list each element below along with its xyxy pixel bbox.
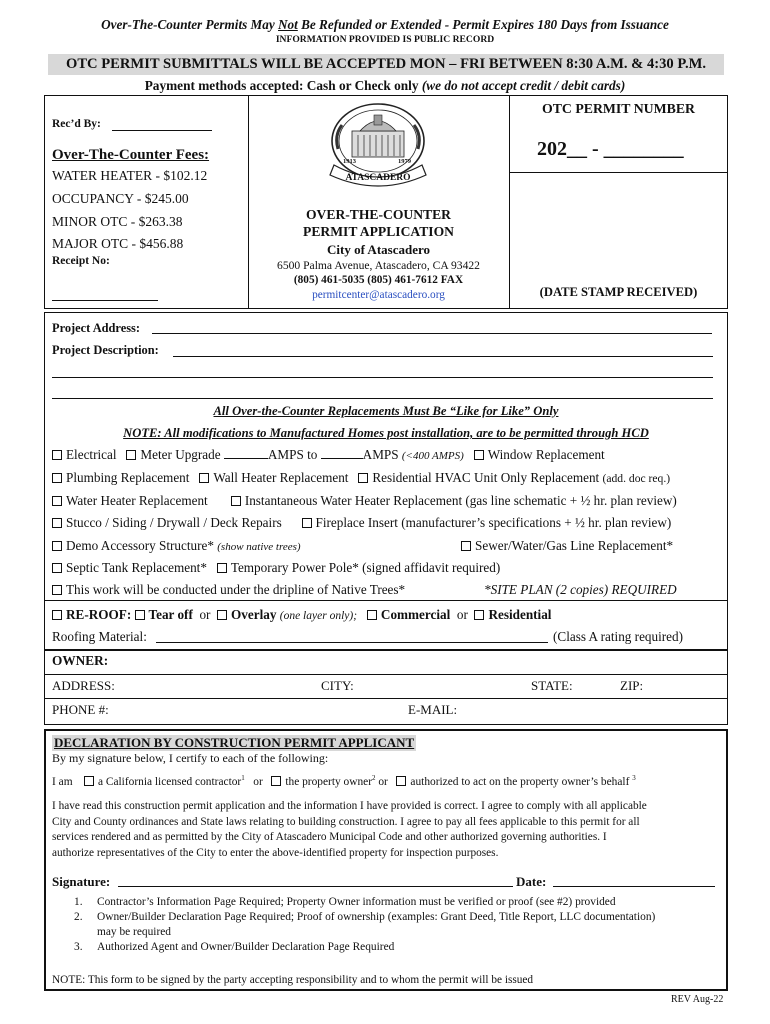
- footnote-1-marker: 1: [241, 774, 245, 782]
- stucco-label: Stucco / Siding / Drywall / Deck Repairs: [66, 515, 282, 530]
- owner-phone-label: PHONE #:: [52, 702, 109, 717]
- replacement-row-1: [52, 447, 605, 463]
- property-owner-checkbox[interactable]: [271, 776, 281, 786]
- payment-methods-note: (we do not accept credit / debit cards): [421, 78, 626, 93]
- replacement-row-5: [52, 538, 301, 554]
- plumbing-label: Plumbing Replacement: [66, 470, 190, 485]
- owner-city-label: CITY:: [321, 678, 354, 693]
- list-item-2-cont: may be required: [97, 926, 172, 938]
- list-item-2: Owner/Builder Declaration Page Required; Proof of ownership (examples: Grant Deed, Title Report, LLC documentation): [97, 911, 656, 923]
- power-pole-checkbox[interactable]: [217, 563, 227, 573]
- tear-off-label: Tear off: [148, 607, 193, 622]
- project-description-label: Project Description:: [52, 343, 159, 357]
- commercial-checkbox[interactable]: [367, 610, 377, 620]
- residential-checkbox[interactable]: [474, 610, 484, 620]
- permit-number-label: OTC PERMIT NUMBER: [541, 101, 696, 116]
- owner-zip-label: ZIP:: [620, 678, 644, 693]
- licensed-contractor-checkbox[interactable]: [84, 776, 94, 786]
- stucco-checkbox[interactable]: [52, 518, 62, 528]
- form-title-line1: OVER-THE-COUNTER: [305, 207, 451, 222]
- applicant-type-row: [52, 774, 636, 788]
- i-am-label: I am: [52, 775, 73, 788]
- fireplace-label: Fireplace Insert (manufacturer’s specifications + ½ hr. plan review): [315, 515, 672, 530]
- recd-by-label: Rec’d By:: [52, 118, 101, 130]
- footnote-2-marker: 2: [372, 774, 376, 782]
- declaration-title-text: DECLARATION BY CONSTRUCTION PERMIT APPLICANT: [54, 735, 415, 750]
- fee-minor-otc: MINOR OTC - $263.38: [52, 214, 183, 229]
- applicant-or-2: or: [378, 775, 388, 788]
- reroof-row: RE-ROOF: Tear off or Overlay (one layer only); Commercial or Residential: [52, 607, 551, 623]
- owner-address-label: ADDRESS:: [52, 678, 115, 693]
- receipt-no-label: Receipt No:: [52, 255, 110, 267]
- declaration-intro: By my signature below, I certify to each of the following:: [52, 751, 329, 765]
- septic-tank-label: Septic Tank Replacement*: [66, 560, 207, 575]
- meter-amps-to-field[interactable]: [321, 448, 363, 459]
- list-number-1: 1.: [74, 896, 83, 908]
- city-email-link[interactable]: permitcenter@atascadero.org: [312, 289, 445, 301]
- replacements-heading: All Over-the-Counter Replacements Must Be “Like for Like” Only: [213, 404, 559, 418]
- demo-structure-checkbox[interactable]: [52, 541, 62, 551]
- demo-structure-note: (show native trees): [217, 541, 301, 553]
- roofing-material-note: (Class A rating required): [553, 629, 684, 644]
- city-seal: [312, 101, 445, 193]
- hvac-note: (add. doc req.): [602, 472, 671, 485]
- submittal-banner: [48, 54, 724, 75]
- date-stamp-label: (DATE STAMP RECEIVED): [539, 285, 698, 299]
- owner-state-label: STATE:: [531, 678, 573, 693]
- payment-methods: [0, 78, 770, 94]
- fees-title: Over-The-Counter Fees:: [52, 147, 210, 163]
- meter-amps-to-label: AMPS to: [267, 447, 321, 462]
- sewer-row: [461, 538, 673, 554]
- footnote-3-marker: 3: [632, 774, 636, 782]
- reroof-label: RE-ROOF: [66, 607, 127, 622]
- property-owner-label: the property owner: [285, 775, 372, 788]
- authorized-agent-checkbox[interactable]: [396, 776, 406, 786]
- signature-field[interactable]: [118, 886, 513, 887]
- project-description-line3[interactable]: [52, 398, 713, 399]
- reroof-checkbox[interactable]: [52, 610, 62, 620]
- list-item-3: Authorized Agent and Owner/Builder Declaration Page Required: [97, 941, 395, 953]
- plumbing-checkbox[interactable]: [52, 473, 62, 483]
- instant-water-heater-checkbox[interactable]: [231, 496, 241, 506]
- city-phone: (805) 461-5035 (805) 461-7612 FAX: [293, 274, 464, 286]
- project-description-line2[interactable]: [52, 377, 713, 378]
- header-notice-pre: Over-The-Counter Permits May: [101, 17, 279, 32]
- window-replacement-checkbox[interactable]: [474, 450, 484, 460]
- list-number-2: 2.: [74, 911, 83, 923]
- seal-banner-text: ATASCADERO: [345, 173, 411, 183]
- list-number-3: 3.: [74, 941, 83, 953]
- replacement-row-7: [52, 582, 405, 598]
- owner-label: OWNER:: [52, 653, 109, 668]
- payment-methods-text: Payment methods accepted: Cash or Check only: [144, 78, 422, 93]
- licensed-contractor-label: a California licensed contractor: [97, 775, 242, 788]
- replacement-row-4: [52, 515, 671, 531]
- declaration-title: [52, 735, 416, 751]
- revision-label: REV Aug-22: [671, 994, 724, 1005]
- seal-year-right: 1979: [398, 158, 411, 165]
- window-replacement-label: Window Replacement: [487, 447, 605, 462]
- reroof-or-1: or: [199, 607, 211, 622]
- signature-label: Signature:: [52, 874, 111, 889]
- meter-upgrade-label: Meter Upgrade: [140, 447, 224, 462]
- demo-structure-label: Demo Accessory Structure*: [66, 538, 218, 553]
- overlay-label: Overlay: [231, 607, 277, 622]
- signing-note: NOTE: This form to be signed by the party accepting responsibility and to whom the permit will be issued: [52, 974, 534, 986]
- replacement-row-2: [52, 470, 670, 486]
- authorized-agent-label: authorized to act on the property owner’s behalf: [410, 775, 630, 788]
- owner-email-label: E-MAIL:: [408, 702, 458, 717]
- fee-occupancy: OCCUPANCY - $245.00: [52, 191, 189, 206]
- roofing-material-row: [52, 629, 147, 645]
- seal-year-left: 1913: [343, 158, 356, 165]
- fireplace-checkbox[interactable]: [302, 518, 312, 528]
- recd-by-line[interactable]: [112, 130, 212, 131]
- date-field[interactable]: [553, 886, 715, 887]
- instant-water-heater-label: Instantaneous Water Heater Replacement (gas line schematic + ½ hr. plan review): [244, 493, 677, 508]
- reroof-or-2: or: [456, 607, 468, 622]
- site-plan-note: *SITE PLAN (2 copies) REQUIRED: [484, 582, 677, 597]
- power-pole-label: Temporary Power Pole* (signed affidavit required): [230, 560, 501, 575]
- residential-label: Residential: [488, 607, 552, 622]
- overlay-checkbox[interactable]: [217, 610, 227, 620]
- dripline-checkbox[interactable]: [52, 585, 62, 595]
- declaration-paragraph: [52, 799, 724, 861]
- hvac-checkbox[interactable]: [358, 473, 368, 483]
- sewer-checkbox[interactable]: [461, 541, 471, 551]
- header-notice: [0, 17, 770, 33]
- declaration-paragraph-line-2: City and County ordinances and State laws relating to building construction. I agree to pay all fees applicable to this permit for all: [52, 815, 640, 828]
- meter-upgrade-checkbox[interactable]: [126, 450, 136, 460]
- water-heater-checkbox[interactable]: [52, 496, 62, 506]
- replacement-row-3: [52, 493, 677, 509]
- tear-off-checkbox[interactable]: [135, 610, 145, 620]
- electrical-label: Electrical: [66, 447, 117, 462]
- city-name: City of Atascadero: [326, 242, 431, 257]
- permit-number-field[interactable]: 202__ - ________: [537, 138, 684, 160]
- septic-tank-checkbox[interactable]: [52, 563, 62, 573]
- meter-amps-label: AMPS: [362, 447, 402, 462]
- form-title-line2: PERMIT APPLICATION: [303, 224, 454, 239]
- header-notice-not: Not: [278, 17, 298, 32]
- hvac-label: Residential HVAC Unit Only Replacement: [372, 470, 603, 485]
- declaration-paragraph-line-3: services rendered and as permitted by the City of Atascadero Municipal Code and other authorized governing authorities. I: [52, 831, 607, 843]
- project-address-label: Project Address:: [52, 321, 140, 335]
- replacement-row-6: [52, 560, 500, 576]
- declaration-paragraph-line-4: authorize representatives of the City to enter the above-identified property for inspection purposes.: [52, 846, 499, 859]
- wall-heater-label: Wall Heater Replacement: [213, 470, 349, 485]
- commercial-label: Commercial: [380, 607, 451, 622]
- project-address-field[interactable]: [152, 333, 712, 334]
- fee-major-otc: MAJOR OTC - $456.88: [52, 236, 184, 251]
- roofing-material-field[interactable]: [156, 642, 548, 643]
- list-item-1: Contractor’s Information Page Required; Property Owner information must be verified or proof (see #2) provided: [97, 896, 616, 908]
- project-description-field[interactable]: [173, 356, 713, 357]
- sewer-label: Sewer/Water/Gas Line Replacement*: [475, 538, 674, 553]
- declaration-paragraph-line-1: I have read this construction permit application and the information I have provided is correct. I agree to comply with all applicable: [52, 800, 647, 812]
- public-record-notice: INFORMATION PROVIDED IS PUBLIC RECORD: [275, 34, 495, 45]
- dripline-label: This work will be conducted under the dripline of Native Trees*: [66, 582, 406, 597]
- electrical-checkbox[interactable]: [52, 450, 62, 460]
- applicant-or-1: or: [253, 775, 263, 788]
- receipt-no-line[interactable]: [52, 300, 158, 301]
- fee-water-heater: WATER HEATER - $102.12: [52, 168, 208, 183]
- header-notice-post: Be Refunded or Extended - Permit Expires 180 Days from Issuance: [297, 17, 669, 32]
- submittal-banner-text: OTC PERMIT SUBMITTALS WILL BE ACCEPTED MON – FRI BETWEEN 8:30 A.M. & 4:30 P.M.: [65, 56, 707, 72]
- overlay-note: (one layer only);: [279, 610, 358, 622]
- manufactured-homes-note: NOTE: All modifications to Manufactured Homes post installation, are to be permitted through HCD: [123, 426, 649, 440]
- roofing-material-label: Roofing Material:: [52, 629, 147, 644]
- city-address: 6500 Palma Avenue, Atascadero, CA 93422: [277, 259, 480, 272]
- wall-heater-checkbox[interactable]: [199, 473, 209, 483]
- meter-amps-note: (<400 AMPS): [401, 450, 464, 462]
- meter-amps-from-field[interactable]: [224, 448, 268, 459]
- date-label: Date:: [516, 874, 547, 889]
- water-heater-label: Water Heater Replacement: [66, 493, 208, 508]
